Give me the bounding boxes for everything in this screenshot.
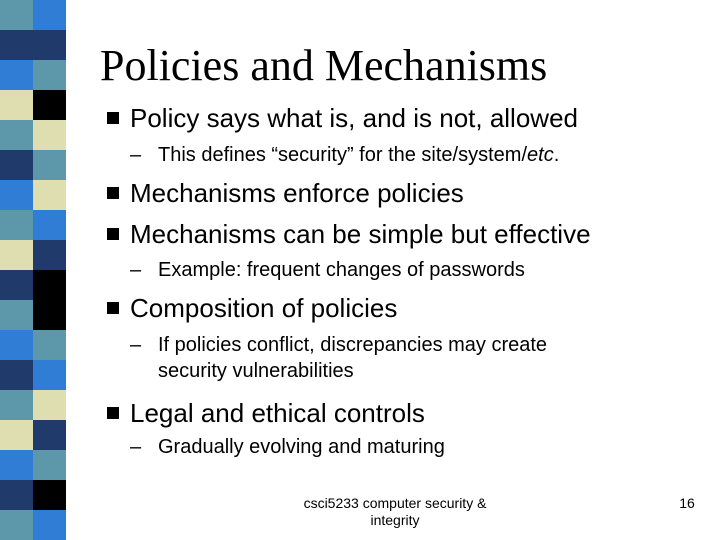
slide-footer [290, 495, 500, 529]
subbullet-text [130, 142, 559, 168]
subbullet-text-part: . [553, 144, 560, 166]
subbullet-dash: – [130, 144, 142, 166]
footer-line: integrity [370, 512, 420, 528]
bullet-marker [107, 187, 119, 199]
stripe-block [0, 180, 33, 210]
stripe-block [33, 240, 66, 270]
bullet-marker [107, 302, 119, 314]
stripe-block [0, 120, 33, 150]
stripe-block [33, 180, 66, 210]
stripe-block [0, 480, 33, 510]
page-number: 16 [679, 495, 695, 511]
stripe-block [33, 480, 66, 510]
footer-line: csci5233 computer security & [303, 495, 487, 511]
stripe-block [33, 60, 66, 90]
subbullet-dash: – [130, 334, 142, 356]
stripe-block [0, 90, 33, 120]
stripe-block [33, 0, 66, 30]
subbullet-text-part: If policies conflict, discrepancies may create [158, 334, 548, 356]
stripe-block [0, 0, 33, 30]
bullet-text: Legal and ethical controls [130, 398, 425, 428]
subbullet-text [130, 257, 525, 283]
subbullet-text [130, 434, 445, 460]
stripe-block [33, 270, 66, 300]
bullet-marker [107, 112, 119, 124]
stripe-block [33, 30, 66, 60]
subbullet-text-part: This defines “security” for the site/system/ [158, 144, 528, 166]
stripe-block [33, 120, 66, 150]
stripe-block [33, 210, 66, 240]
decorative-stripe [0, 0, 66, 540]
stripe-block [0, 360, 33, 390]
stripe-block [33, 300, 66, 330]
bullet-text: Policy says what is, and is not, allowed [130, 103, 578, 133]
stripe-block [0, 420, 33, 450]
bullet-text: Composition of policies [130, 293, 398, 323]
stripe-block [0, 330, 33, 360]
stripe-block [33, 510, 66, 540]
stripe-block [0, 300, 33, 330]
subbullet-text-italic: etc [527, 144, 554, 166]
stripe-block [33, 420, 66, 450]
stripe-block [0, 240, 33, 270]
stripe-block [0, 210, 33, 240]
stripe-block [0, 30, 33, 60]
subbullet-text-part: Gradually evolving and maturing [158, 436, 445, 458]
subbullet-text [130, 332, 547, 384]
subbullet-text-part: Example: frequent changes of passwords [158, 259, 525, 281]
stripe-block [0, 270, 33, 300]
stripe-block [33, 360, 66, 390]
stripe-block [33, 390, 66, 420]
stripe-block [0, 150, 33, 180]
slide-title: Policies and Mechanisms [100, 41, 548, 90]
subbullet-continuation: security vulnerabilities [158, 360, 354, 382]
stripe-block [33, 90, 66, 120]
stripe-block [0, 60, 33, 90]
bullet-text: Mechanisms enforce policies [130, 178, 464, 208]
bullet-marker [107, 407, 119, 419]
stripe-block [0, 450, 33, 480]
bullet-marker [107, 228, 119, 240]
stripe-block [33, 450, 66, 480]
stripe-block [33, 150, 66, 180]
subbullet-dash: – [130, 436, 142, 458]
subbullet-dash: – [130, 259, 142, 281]
stripe-block [0, 390, 33, 420]
bullet-text: Mechanisms can be simple but effective [130, 219, 591, 249]
stripe-block [33, 330, 66, 360]
stripe-block [0, 510, 33, 540]
